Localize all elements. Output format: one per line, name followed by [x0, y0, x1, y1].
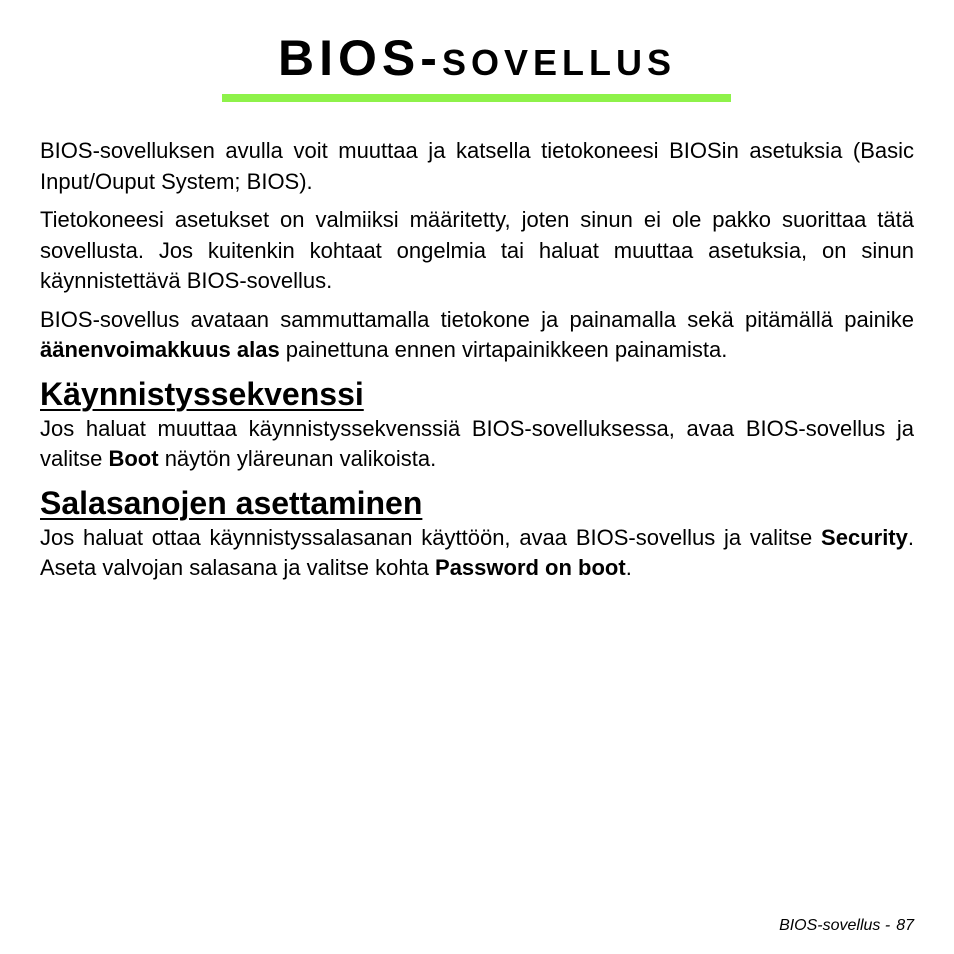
- intro-paragraph-3-end: painettuna ennen virtapainikkeen painamista.: [279, 337, 728, 362]
- page-footer: [779, 916, 914, 936]
- boot-menu-label: Boot: [108, 446, 159, 471]
- intro-paragraph-3-start: BIOS-sovellus avataan sammuttamalla tietokone ja painamalla sekä pitämällä painike: [40, 306, 914, 332]
- boot-paragraph-start: Jos haluat muuttaa käynnistyssekvenssiä BIOS-sovelluksessa, avaa BIOS-sovellus ja valitse: [40, 415, 914, 471]
- page-number: 87: [896, 917, 914, 934]
- page-title: [0, 28, 954, 94]
- page-title-smallcaps: SOVELLUS: [441, 42, 676, 83]
- intro-paragraph-1: BIOS-sovelluksen avulla voit muuttaa ja katsella tietokoneesi BIOSin asetuksia (Basic Input/Ouput System; BIOS).: [40, 138, 914, 194]
- password-paragraph-end: .: [625, 555, 632, 580]
- password-paragraph-middle: . Aseta valvojan salasana ja valitse kohta: [40, 524, 914, 580]
- boot-sequence-paragraph: [40, 414, 914, 475]
- intro-paragraph-3: [40, 305, 914, 366]
- volume-down-key-label: äänenvoimakkuus alas: [40, 337, 280, 362]
- security-menu-label: Security: [821, 524, 908, 550]
- password-paragraph: [40, 523, 914, 584]
- password-paragraph-start: Jos haluat ottaa käynnistyssalasanan käyttöön, avaa BIOS-sovellus ja valitse: [40, 524, 822, 550]
- boot-paragraph-end: näytön yläreunan valikoista.: [158, 446, 437, 471]
- page-body: [40, 136, 914, 592]
- boot-sequence-heading: Käynnistyssekvenssi: [40, 375, 364, 412]
- page-title-main: BIOS-: [278, 30, 442, 86]
- intro-paragraph-2: Tietokoneesi asetukset on valmiiksi määritetty, joten sinun ei ole pakko suorittaa tätä sovellusta. Jos kuitenkin kohtaat ongelmia tai haluat muuttaa asetuksia, on sinun käynnistettävä BIOS-sovellus.: [40, 207, 914, 293]
- password-heading: Salasanojen asettaminen: [40, 484, 423, 521]
- footer-section-label: BIOS-sovellus -: [779, 917, 891, 934]
- title-underline-bar: [222, 94, 731, 102]
- password-on-boot-label: Password on boot: [435, 555, 626, 580]
